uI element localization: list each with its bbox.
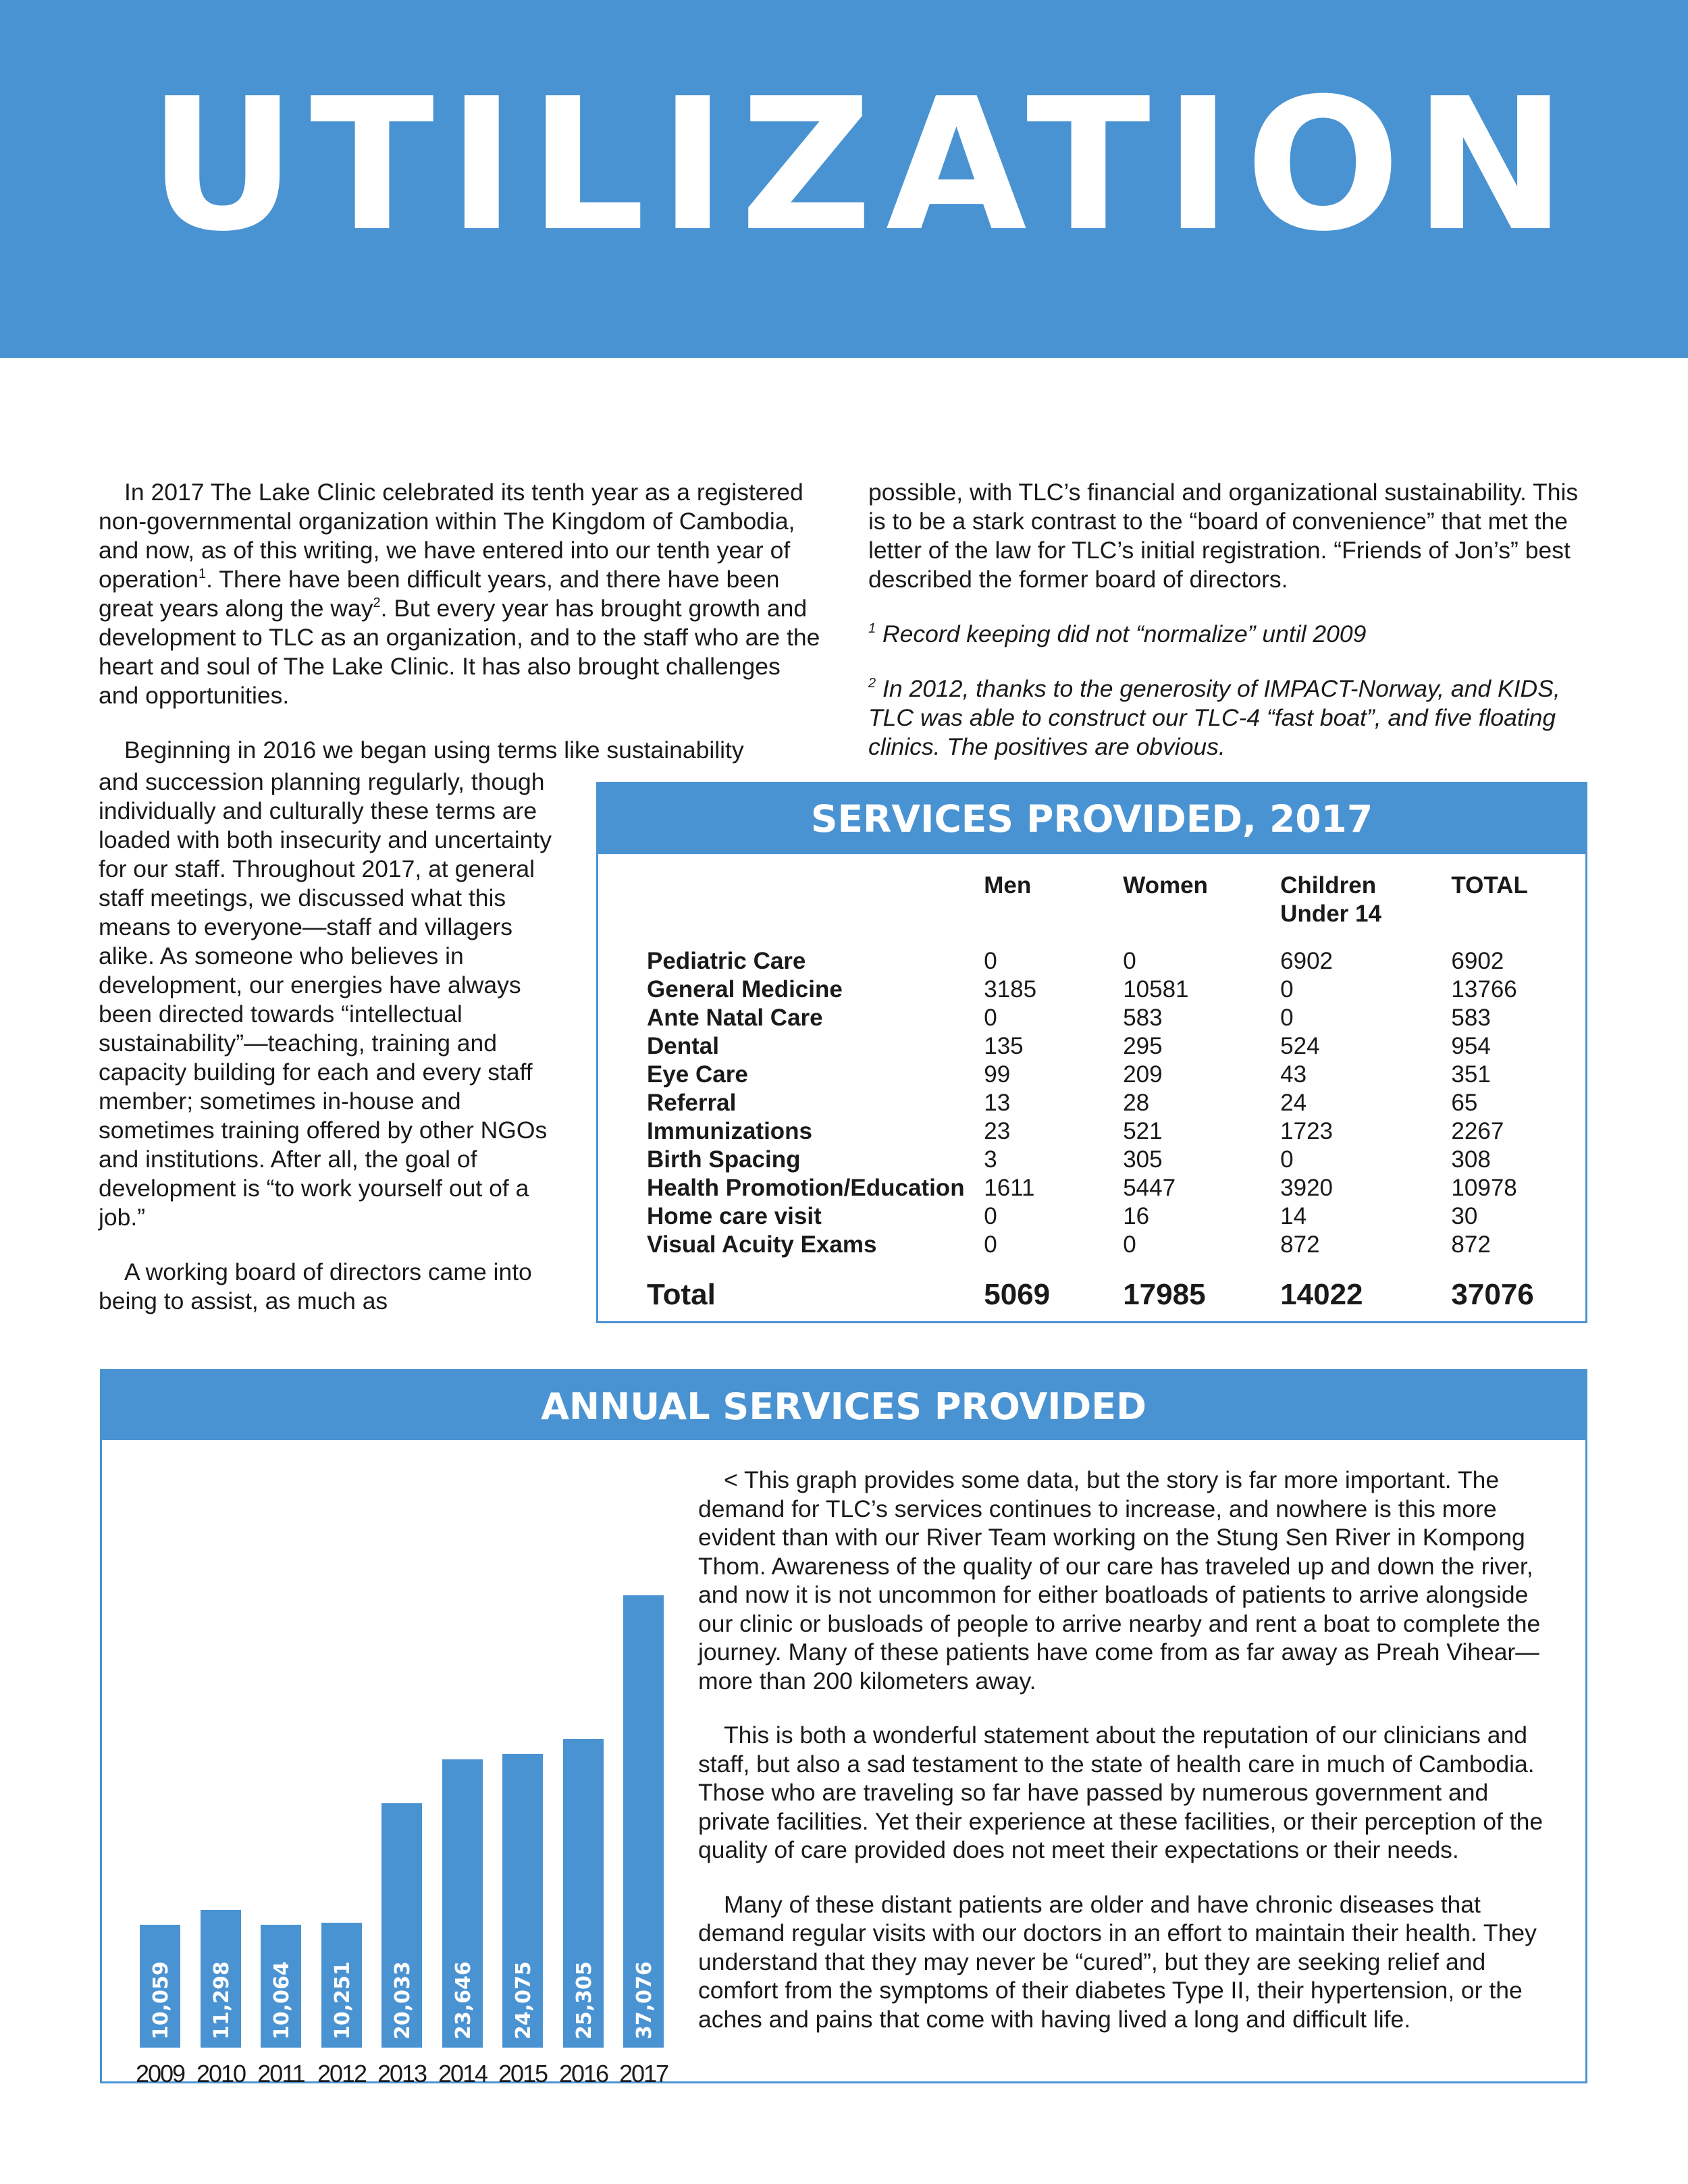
left-column-narrow [99, 768, 558, 1341]
table-row [647, 1004, 1585, 1032]
cell-women: 5447 [1123, 1175, 1176, 1201]
cell-children: 0 [1280, 1146, 1294, 1173]
bar-value-label: 24,075 [512, 1961, 535, 2040]
table-row [647, 1174, 1585, 1202]
year-tick-label: 2016 [558, 2060, 608, 2087]
bar-value-label: 37,076 [633, 1961, 656, 2040]
year-tick-label: 2010 [196, 2060, 246, 2087]
cell-children: 1723 [1280, 1118, 1334, 1144]
cell-men: 1611 [984, 1175, 1035, 1201]
cell-women: 10581 [1123, 976, 1189, 1003]
row-label: Referral [647, 1090, 737, 1116]
header-men: Men [984, 872, 1032, 899]
table-row [647, 1146, 1585, 1174]
cell-total: 65 [1451, 1090, 1478, 1116]
annual-paragraph-3: Many of these distant patients are older and have chronic diseases that demand regular visits with our doctors in an effort to maintain their health. They understand that they may never be “cured”, but they are seeking relief and comfort from the symptoms of their diabetes Type II, their hypertension, or the aches and pains that come with having lived a long and difficult life. [698, 1890, 1537, 2033]
bar-value-label: 23,646 [452, 1961, 475, 2040]
cell-total: 10978 [1451, 1175, 1517, 1201]
total-women: 17985 [1123, 1278, 1206, 1311]
services-table-title: SERVICES PROVIDED, 2017 [598, 784, 1585, 854]
table-header-row [647, 872, 1585, 947]
cell-children: 6902 [1280, 948, 1334, 974]
year-tick-label: 2012 [317, 2060, 367, 2087]
cell-children: 0 [1280, 1005, 1294, 1031]
row-label: General Medicine [647, 976, 843, 1003]
intro-paragraph: In 2017 The Lake Clinic celebrated its tenth year as a registered non-governmental organization within The Kingdom of Cambodia, and now, as of this writing, we have entered into our tenth year of operation$^1$. There have been difficult years, and there have been great years along the way$^2$. But every year has brought growth and development to TLC as an organization, and to the staff who are the heart and soul of The Lake Clinic. It has also brought challenges and opportunities. [99, 479, 820, 709]
cell-children: 0 [1280, 976, 1294, 1003]
cell-children: 872 [1280, 1231, 1320, 1258]
row-label: Home care visit [647, 1203, 822, 1229]
annual-paragraph-1: < This graph provides some data, but the story is far more important. The demand for TLC’s services continues to increase, and nowhere is this more evident than with our River Team working on the Stung Sen River in Kompong Thom. Awareness of the quality of our care has traveled up and down the river, and now it is not uncommon for either boatloads of patients to arrive alongside our clinic or busloads of people to arrive nearby and rent a boat to complete the journey. Many of these patients have come from as far away as Preah Vihear—more than 200 kilometers away. [698, 1466, 1541, 1695]
total-row [647, 1259, 1585, 1309]
table-row [647, 1117, 1585, 1146]
cell-total: 308 [1451, 1146, 1491, 1173]
total-total: 37076 [1451, 1278, 1534, 1311]
annual-paragraph-2: This is both a wonderful statement about the reputation of our clinicians and staff, but also a sad testament to the state of health care in much of Cambodia. Those who are traveling so far have passed by numerous government and private facilities. Yet their experience at these facilities, or their perception of the quality of care provided does not meet their expectations or their needs. [698, 1722, 1544, 1863]
cell-women: 295 [1123, 1033, 1163, 1059]
cell-men: 135 [984, 1033, 1024, 1059]
cell-total: 2267 [1451, 1118, 1504, 1144]
table-row [647, 1089, 1585, 1117]
row-label: Eye Care [647, 1061, 748, 1088]
bar-value-label: 10,059 [149, 1961, 173, 2040]
bar-value-label: 11,298 [210, 1961, 234, 2040]
bar-value-label: 20,033 [391, 1961, 415, 2040]
cell-total: 30 [1451, 1203, 1478, 1229]
cell-total: 351 [1451, 1061, 1491, 1088]
header-total: TOTAL [1451, 872, 1528, 899]
table-row [647, 1032, 1585, 1061]
bar-value-label: 10,251 [331, 1961, 354, 2040]
cell-total: 872 [1451, 1231, 1491, 1258]
annual-services-title: ANNUAL SERVICES PROVIDED [102, 1371, 1585, 1440]
row-label: Birth Spacing [647, 1146, 801, 1173]
header-women: Women [1123, 872, 1208, 899]
footnote-2: $^2$ In 2012, thanks to the generosity of IMPACT-Norway, and KIDS, TLC was able to construct our TLC-4 “fast boat”, and five floating clinics. The positives are obvious. [868, 675, 1560, 760]
page-title: UTILIZATION [148, 59, 1580, 271]
board-paragraph-continued: possible, with TLC’s financial and organizational sustainability. This is to be a stark contrast to the “board of convenience” that met the letter of the law for TLC’s initial registration. “Friends of Jon’s” best described the former board of directors. [868, 479, 1579, 593]
cell-men: 0 [984, 1203, 997, 1229]
total-label: Total [647, 1278, 716, 1311]
table-row [647, 1231, 1585, 1259]
cell-women: 0 [1123, 948, 1136, 974]
sustainability-paragraph-lead: Beginning in 2016 we began using terms like sustainability [124, 737, 744, 764]
row-label: Visual Acuity Exams [647, 1231, 877, 1258]
cell-children: 14 [1280, 1203, 1307, 1229]
cell-women: 521 [1123, 1118, 1163, 1144]
year-tick-label: 2017 [618, 2060, 668, 2087]
cell-men: 23 [984, 1118, 1011, 1144]
year-tick-label: 2009 [135, 2060, 185, 2087]
board-paragraph: A working board of directors came into being to assist, as much as [99, 1258, 532, 1314]
sustainability-paragraph: and succession planning regularly, though individually and culturally these terms are loaded with both insecurity and uncertainty for our staff. Throughout 2017, at general staff meetings, we discussed what this means to everyone—staff and villagers alike. As someone who believes in development, our energies have always been directed towards “intellectual sustainability”—teaching, training and capacity building for each and every staff member; sometimes in-house and sometimes training offered by other NGOs and institutions. After all, the goal of development is “to work yourself out of a job.” [99, 768, 552, 1231]
bar-value-label: 10,064 [270, 1961, 294, 2040]
cell-women: 209 [1123, 1061, 1163, 1088]
table-row [647, 1061, 1585, 1089]
cell-women: 583 [1123, 1005, 1163, 1031]
annual-text [698, 1466, 1556, 2059]
row-label: Ante Natal Care [647, 1005, 823, 1031]
row-label: Health Promotion/Education [647, 1175, 965, 1201]
cell-men: 0 [984, 1231, 997, 1258]
row-label: Pediatric Care [647, 948, 806, 974]
cell-men: 3185 [984, 976, 1037, 1003]
title-banner [0, 0, 1688, 358]
footnote-1: $^1$ Record keeping did not “normalize” until 2009 [868, 620, 1367, 647]
cell-children: 43 [1280, 1061, 1307, 1088]
annual-bar-chart [102, 1440, 676, 2087]
cell-men: 13 [984, 1090, 1011, 1116]
cell-total: 13766 [1451, 976, 1517, 1003]
cell-women: 28 [1123, 1090, 1150, 1116]
cell-children: 24 [1280, 1090, 1307, 1116]
cell-men: 0 [984, 948, 997, 974]
cell-women: 305 [1123, 1146, 1163, 1173]
cell-women: 16 [1123, 1203, 1150, 1229]
cell-men: 3 [984, 1146, 997, 1173]
row-label: Dental [647, 1033, 719, 1059]
cell-children: 3920 [1280, 1175, 1334, 1201]
total-men: 5069 [984, 1278, 1051, 1311]
right-column [868, 478, 1594, 787]
table-row [647, 1202, 1585, 1231]
cell-men: 99 [984, 1061, 1011, 1088]
footnote-ref-1: 1 [199, 566, 207, 581]
table-row [647, 947, 1585, 976]
annual-services-box [100, 1369, 1587, 2087]
cell-children: 524 [1280, 1033, 1320, 1059]
cell-women: 0 [1123, 1231, 1136, 1258]
table-row [647, 976, 1585, 1004]
bar-value-label: 25,305 [573, 1961, 596, 2040]
row-label: Immunizations [647, 1118, 813, 1144]
year-tick-label: 2015 [498, 2060, 548, 2087]
header-children: Children Under 14 [1280, 872, 1381, 927]
total-children: 14022 [1280, 1278, 1363, 1311]
footnote-ref-2: 2 [373, 595, 381, 610]
cell-men: 0 [984, 1005, 997, 1031]
services-table-box [596, 782, 1587, 1323]
year-tick-label: 2013 [377, 2060, 427, 2087]
cell-total: 954 [1451, 1033, 1491, 1059]
left-column [99, 478, 824, 765]
year-tick-label: 2011 [257, 2060, 305, 2087]
cell-total: 6902 [1451, 948, 1504, 974]
cell-total: 583 [1451, 1005, 1491, 1031]
services-table [647, 872, 1585, 1309]
year-tick-label: 2014 [438, 2060, 487, 2087]
